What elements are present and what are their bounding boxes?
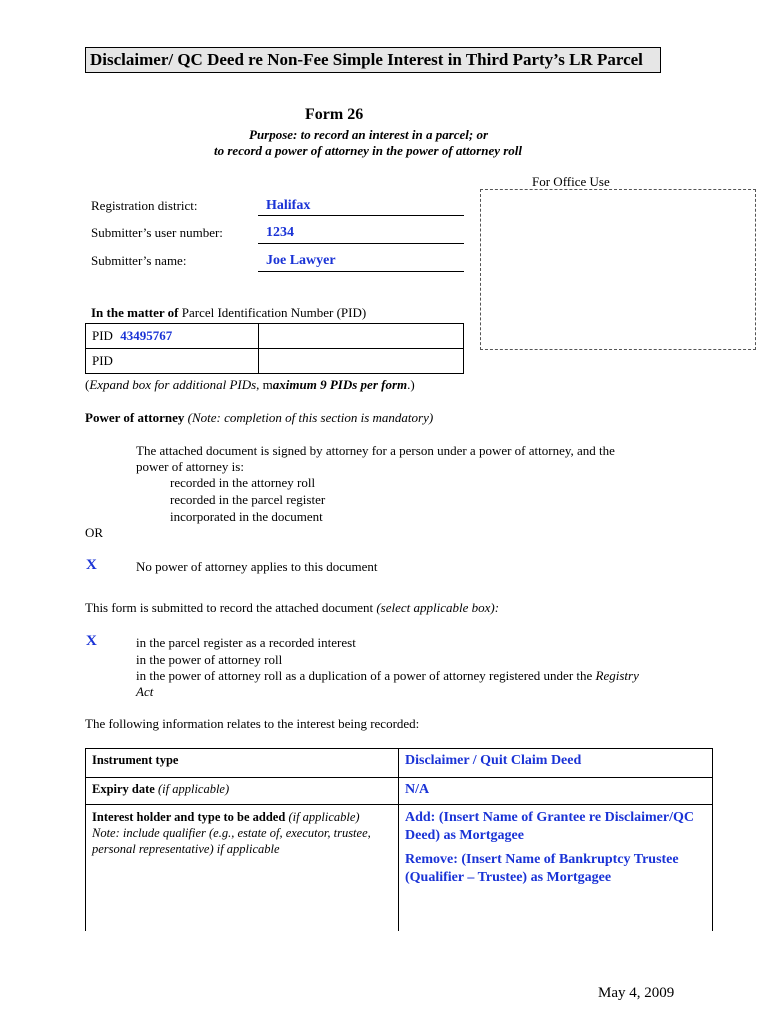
- purpose-line-2: to record a power of attorney in the power of attorney roll: [214, 143, 523, 158]
- pid-cell-empty[interactable]: [259, 349, 464, 374]
- instrument-value[interactable]: Disclaimer / Quit Claim Deed: [399, 749, 713, 778]
- expiry-label: Expiry date: [92, 782, 155, 796]
- holder-value-cell[interactable]: [399, 805, 713, 932]
- submit-option-poa-roll[interactable]: in the power of attorney roll: [136, 652, 283, 667]
- pid-note: [85, 377, 415, 393]
- form-number: Form 26: [305, 106, 364, 123]
- pid-note-italic: Expand box for additional PIDs: [89, 377, 257, 392]
- no-poa-checkmark[interactable]: X: [86, 557, 97, 573]
- parcel-register-checkmark[interactable]: X: [86, 633, 97, 649]
- pid-cell-empty[interactable]: [259, 324, 464, 349]
- submission-intro-text: This form is submitted to record the attached document: [85, 600, 374, 615]
- document-title: Disclaimer/ QC Deed re Non-Fee Simple Interest in Third Party’s LR Parcel: [90, 50, 643, 69]
- or-label: OR: [85, 525, 104, 540]
- submitter-name-value[interactable]: Joe Lawyer: [266, 253, 336, 268]
- submit-option-parcel-register[interactable]: in the parcel register as a recorded interest: [136, 635, 356, 650]
- expiry-value[interactable]: N/A: [399, 778, 713, 805]
- pid-row: [86, 324, 464, 349]
- submitter-name-label: Submitter’s name:: [91, 253, 187, 268]
- poa-heading: Power of attorney: [85, 410, 185, 425]
- pid-note-open: (: [85, 377, 90, 392]
- act-word: Act: [136, 684, 154, 699]
- matter-bold: In the matter of: [91, 305, 179, 320]
- holder-note: Note: include qualifier (e.g., estate of, executor, trustee, personal representative) if applicable: [92, 826, 371, 856]
- interest-info-table: [85, 748, 713, 931]
- user-number-underline: [258, 243, 464, 244]
- submission-intro: [85, 600, 499, 616]
- matter-line: [91, 305, 366, 321]
- pid-note-close: .): [407, 377, 415, 392]
- pid-label: PID: [92, 353, 113, 368]
- poa-heading-line: [85, 410, 433, 426]
- poa-option-incorporated[interactable]: incorporated in the document: [170, 509, 323, 524]
- no-poa-text: No power of attorney applies to this document: [136, 559, 378, 574]
- poa-note: (Note: completion of this section is mandatory): [187, 410, 434, 425]
- pid-note-mid: , m: [256, 377, 273, 392]
- user-number-value[interactable]: 1234: [266, 225, 294, 240]
- holder-label-cell: [86, 805, 399, 932]
- district-underline: [258, 215, 464, 216]
- document-date: May 4, 2009: [598, 985, 675, 1001]
- pid-cell[interactable]: [86, 349, 259, 374]
- instrument-label: Instrument type: [92, 753, 179, 767]
- instrument-row: [86, 749, 713, 778]
- submit-option-duplication-text: in the power of attorney roll as a duplication of a power of attorney registered under the: [136, 668, 593, 683]
- pid-value[interactable]: 43495767: [120, 328, 173, 343]
- expiry-note: (if applicable): [157, 782, 230, 796]
- instrument-label-cell: [86, 749, 399, 778]
- submitter-name-underline: [258, 271, 464, 272]
- pid-note-bold: aximum 9 PIDs per form: [272, 377, 408, 392]
- holder-row: [86, 805, 713, 932]
- matter-rest: Parcel Identification Number (PID): [181, 305, 367, 320]
- expiry-label-cell: [86, 778, 399, 805]
- document-title-box: [85, 47, 661, 73]
- holder-add[interactable]: Add: (Insert Name of Grantee re Disclaimer/QC Deed) as Mortgagee: [405, 810, 695, 843]
- district-value[interactable]: Halifax: [266, 198, 311, 213]
- holder-label-note: (if applicable): [288, 810, 360, 824]
- poa-intro-2: power of attorney is:: [136, 459, 244, 474]
- submit-option-duplication[interactable]: [136, 668, 639, 684]
- holder-label: Interest holder and type to be added: [92, 810, 286, 824]
- poa-option-parcel-register[interactable]: recorded in the parcel register: [170, 492, 326, 507]
- poa-intro-1: The attached document is signed by attorney for a person under a power of attorney, and the: [136, 443, 615, 458]
- info-intro: The following information relates to the interest being recorded:: [85, 716, 420, 731]
- poa-option-attorney-roll[interactable]: recorded in the attorney roll: [170, 475, 316, 490]
- district-label: Registration district:: [91, 198, 198, 213]
- pid-label: PID: [92, 328, 113, 343]
- user-number-label: Submitter’s user number:: [91, 225, 223, 240]
- registry-word: Registry: [595, 668, 639, 683]
- holder-remove[interactable]: Remove: (Insert Name of Bankruptcy Trustee (Qualifier – Trustee) as Mortgagee: [405, 852, 679, 885]
- office-use-box: [480, 189, 756, 350]
- submission-intro-note: (select applicable box):: [376, 600, 500, 615]
- office-use-label: For Office Use: [532, 174, 610, 189]
- expiry-row: [86, 778, 713, 805]
- pid-table: [85, 323, 464, 374]
- pid-row: [86, 349, 464, 374]
- pid-cell[interactable]: [86, 324, 259, 349]
- purpose-line-1: Purpose: to record an interest in a parcel; or: [249, 127, 489, 142]
